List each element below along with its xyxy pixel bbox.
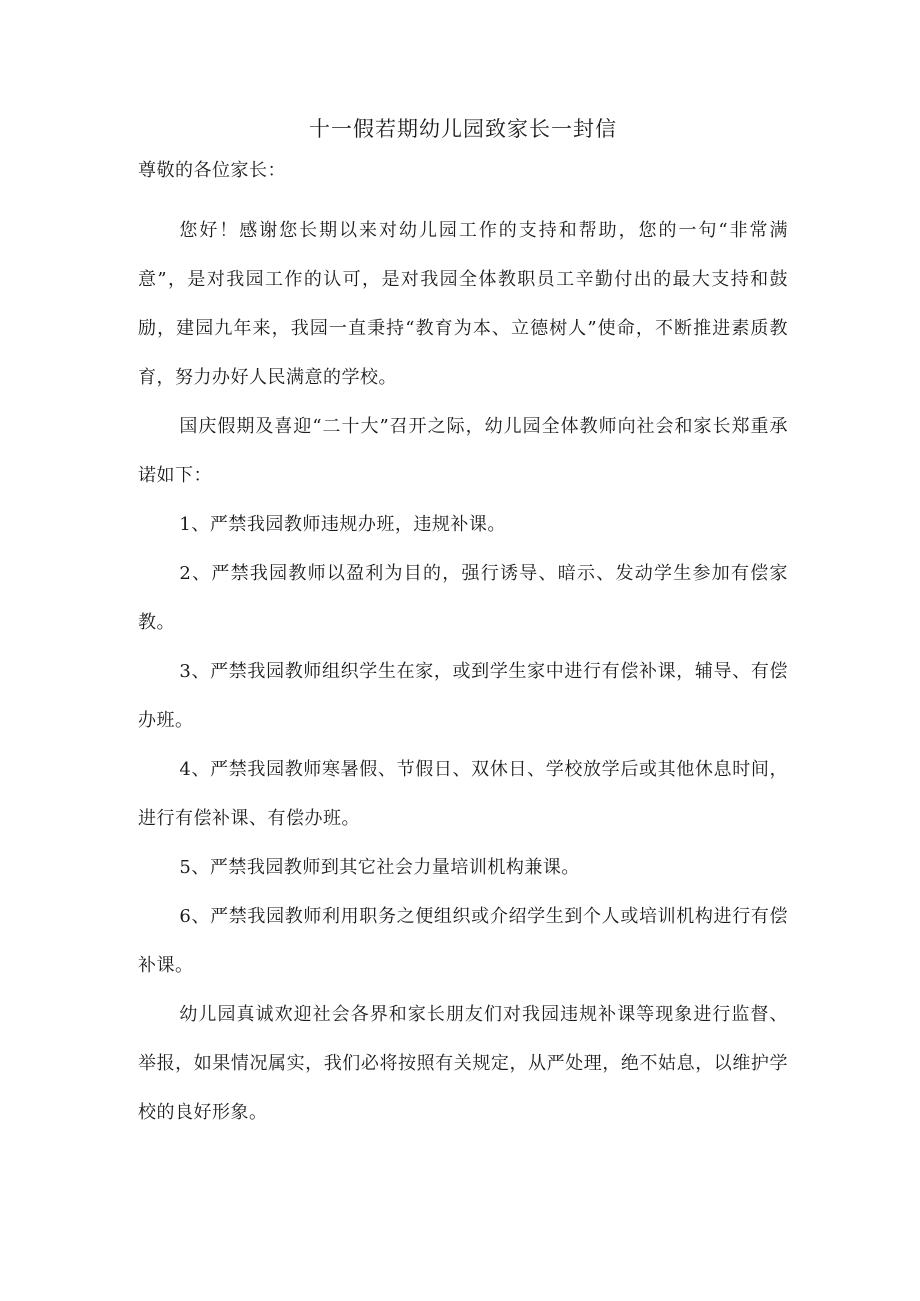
- paragraph-commitment-intro: 国庆假期及喜迎“二十大”召开之际，幼儿园全体教师向社会和家长郑重承诺如下：: [138, 416, 788, 486]
- paragraph-closing: 幼儿园真诚欢迎社会各界和家长朋友们对我园违规补课等现象进行监督、举报，如果情况属实，我们必将按照有关规定，从严处理，绝不姑息，以维护学校的良好形象。: [138, 1004, 788, 1123]
- commitment-item-6: 6、严禁我园教师利用职务之便组织或介绍学生到个人或培训机构进行有偿补课。: [138, 906, 788, 976]
- page-title: 十一假若期幼儿园致家长一封信: [309, 117, 617, 141]
- paragraph-greeting: 您好！感谢您长期以来对幼儿园工作的支持和帮助，您的一句“非常满意”，是对我园工作的认可，是对我园全体教职员工辛勤付出的最大支持和鼓励，建园九年来，我园一直秉持“教育为本、立德树人”使命，不断推进素质教育，努力办好人民满意的学校。: [138, 220, 788, 388]
- salutation: 尊敬的各位家长：: [138, 160, 286, 181]
- commitment-item-5: 5、严禁我园教师到其它社会力量培训机构兼课。: [179, 857, 580, 878]
- commitment-item-3: 3、严禁我园教师组织学生在家，或到学生家中进行有偿补课，辅导、有偿办班。: [138, 661, 788, 731]
- commitment-item-2: 2、严禁我园教师以盈利为目的，强行诱导、暗示、发动学生参加有偿家教。: [138, 563, 788, 633]
- commitment-item-4: 4、严禁我园教师寒暑假、节假日、双休日、学校放学后或其他休息时间，进行有偿补课、有偿办班。: [138, 759, 788, 829]
- letter-page: [138, 114, 788, 1137]
- commitment-item-1: 1、严禁我园教师违规办班，违规补课。: [179, 514, 506, 535]
